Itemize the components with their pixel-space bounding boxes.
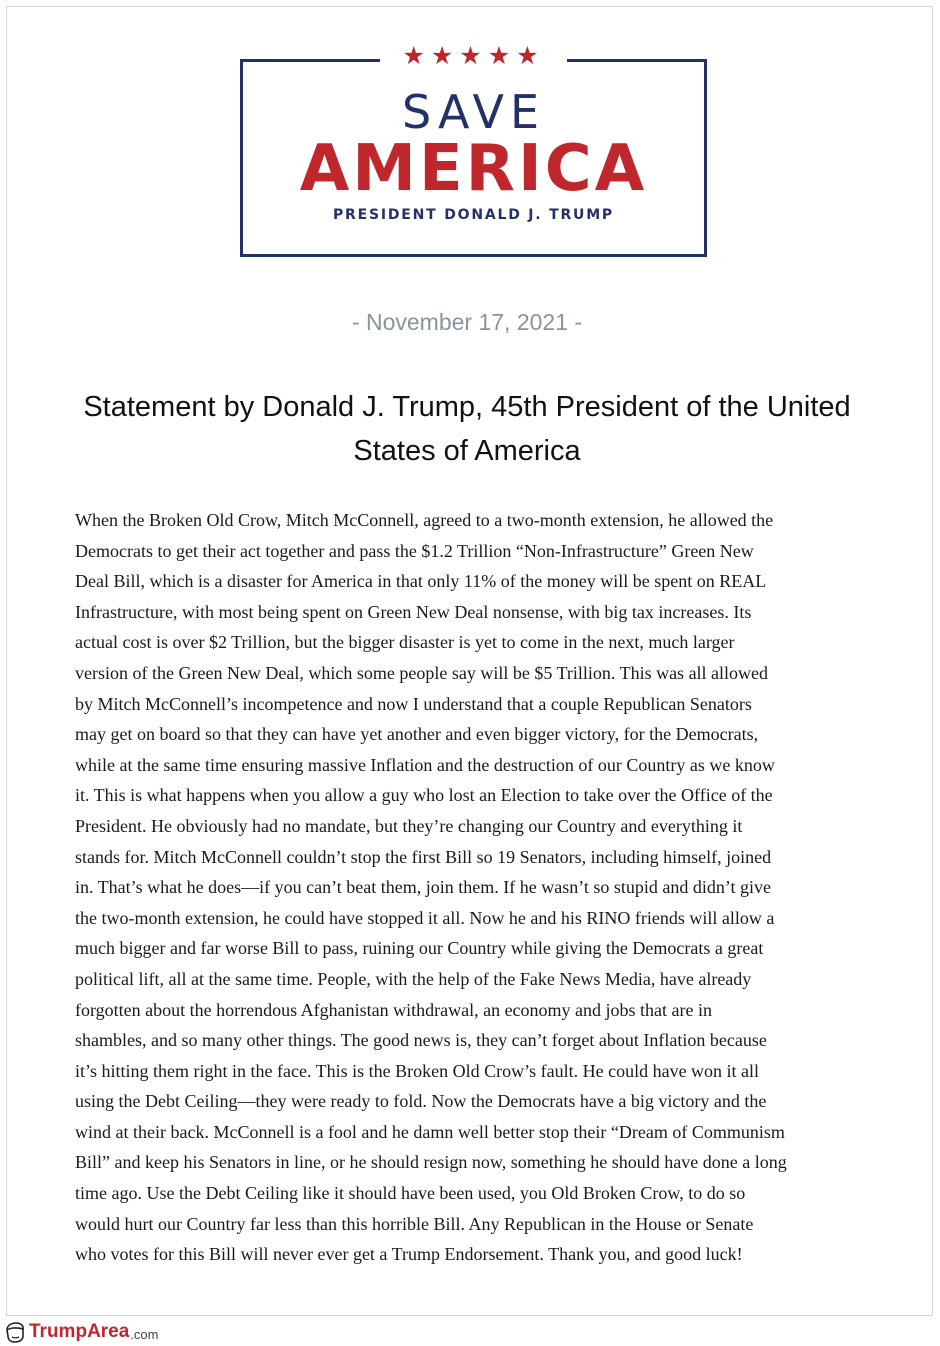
body-line: the two-month extension, he could have stopped it all. Now he and his RINO friends will allow a bbox=[75, 907, 775, 928]
body-line: it. This is what happens when you allow a guy who lost an Election to take over the Office of the bbox=[75, 785, 773, 806]
statement-body bbox=[75, 505, 875, 1270]
body-line: When the Broken Old Crow, Mitch McConnell, agreed to a two-month extension, he allowed the bbox=[75, 510, 774, 530]
trumparea-watermark bbox=[4, 1321, 158, 1343]
body-line: shambles, and so many other things. The good news is, they can’t forget about Inflation because bbox=[75, 1030, 767, 1051]
watermark-com: .com bbox=[130, 1326, 159, 1342]
body-line: Bill” and keep his Senators in line, or he should resign now, something he should have done a long bbox=[75, 1152, 787, 1173]
body-line: President. He obviously had no mandate, but they’re changing our Country and everything it bbox=[75, 815, 743, 836]
body-line: forgotten about the horrendous Afghanistan withdrawal, an economy and jobs that are in bbox=[75, 999, 713, 1020]
body-line: time ago. Use the Debt Ceiling like it should have been used, you Old Broken Crow, to do so bbox=[75, 1183, 746, 1204]
body-line: who votes for this Bill will never ever get a Trump Endorsement. Thank you, and good luck! bbox=[75, 1244, 743, 1265]
body-line: may get on board so that they can have yet another and even bigger victory, for the Democrats, bbox=[75, 724, 759, 745]
logo-save-text: SAVE bbox=[401, 85, 546, 139]
body-line: using the Debt Ceiling—they were ready to fold. Now the Democrats have a big victory and the bbox=[75, 1091, 767, 1112]
body-line: much bigger and far worse Bill to pass, ruining our Country while giving the Democrats a great bbox=[75, 938, 764, 959]
watermark-trump: Trump bbox=[29, 1321, 88, 1342]
trump-head-icon bbox=[4, 1321, 26, 1343]
body-line: while at the same time ensuring massive Inflation and the destruction of our Country as we know bbox=[75, 754, 775, 775]
logo-america-text: AMERICA bbox=[299, 132, 648, 206]
body-line: it’s hitting them right in the face. This is the Broken Old Crow’s fault. He could have won it all bbox=[75, 1060, 760, 1081]
body-line: wind at their back. McConnell is a fool and he damn well better stop their “Dream of Communism bbox=[75, 1121, 785, 1142]
body-line: Democrats to get their act together and pass the $1.2 Trillion “Non-Infrastructure” Green New bbox=[75, 540, 754, 561]
stars-icon: ★★★★★ bbox=[402, 41, 545, 70]
body-line: stands for. Mitch McConnell couldn’t stop the first Bill so 19 Senators, including himself, joined bbox=[75, 846, 772, 867]
save-america-logo bbox=[240, 41, 707, 257]
body-line: version of the Green New Deal, which some people say will be $5 Trillion. This was all allowed bbox=[75, 662, 769, 683]
body-line: actual cost is over $2 Trillion, but the bigger disaster is yet to come in the next, much larger bbox=[75, 632, 735, 653]
body-line: Infrastructure, with most being spent on Green New Deal nonsense, with big tax increases. Its bbox=[75, 601, 752, 622]
body-line: Deal Bill, which is a disaster for America in that only 11% of the money will be spent on REAL bbox=[75, 571, 767, 592]
statement-date: - November 17, 2021 - bbox=[351, 309, 583, 335]
statement-title: Statement by Donald J. Trump, 45th President of the United States of America bbox=[83, 391, 851, 467]
watermark-area: Area bbox=[87, 1321, 130, 1342]
body-line: in. That’s what he does—if you can’t beat them, join them. If he wasn’t so stupid and didn’t give bbox=[75, 877, 772, 898]
body-line: political lift, all at the same time. People, with the help of the Fake News Media, have already bbox=[75, 968, 752, 989]
logo-president-text: PRESIDENT DONALD J. TRUMP bbox=[332, 207, 614, 223]
body-line: would hurt our Country far less than this horrible Bill. Any Republican in the House or Senate bbox=[75, 1213, 754, 1234]
body-line: by Mitch McConnell’s incompetence and now I understand that a couple Republican Senators bbox=[75, 693, 752, 714]
